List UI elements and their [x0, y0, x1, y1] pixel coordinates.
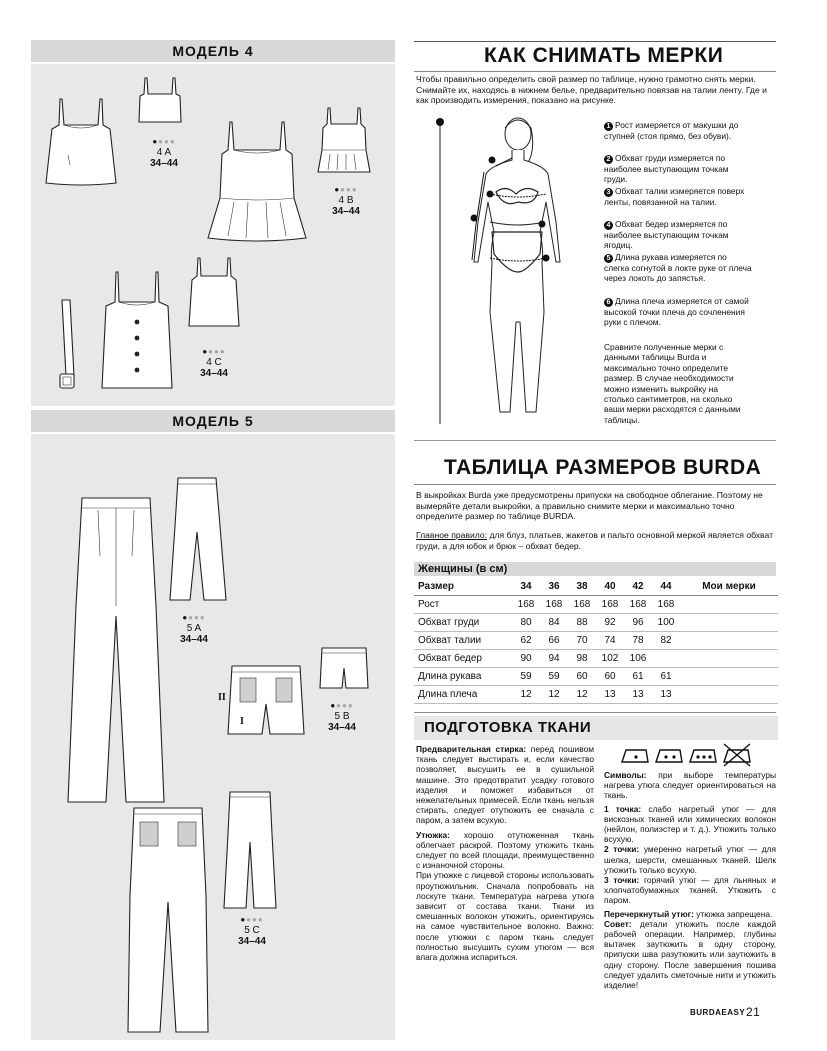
size-dot: ● — [342, 701, 348, 710]
table-cell — [652, 650, 680, 668]
tag-4b-label: 4 B — [338, 195, 354, 206]
garment-4c-belt — [56, 298, 82, 394]
main-rule-body: для блуз, платьев, жакетов и пальто основной меркой является обхват груди, а для юбок и брюк – обхват бедер. — [416, 530, 774, 551]
table-cell: 59 — [540, 668, 568, 686]
iron-1-dot-icon — [622, 750, 648, 762]
measure-text-1: Рост измеряется от макушки до ступней (стоя прямо, без обуви). — [604, 120, 739, 141]
fabric-paragraph — [604, 770, 776, 801]
tag-4a — [140, 136, 188, 169]
tag-4c — [190, 346, 238, 379]
table-row — [414, 650, 778, 668]
tag-5c-sizes: 34–44 — [238, 936, 266, 947]
garment-4c-front — [94, 270, 180, 394]
marker-4: 4 — [604, 221, 613, 230]
size-dot: ● — [158, 137, 164, 146]
table-cell: 168 — [624, 596, 652, 614]
table-cell: 96 — [624, 614, 652, 632]
iron-3-dots-icon — [690, 750, 716, 762]
table-cell: 106 — [624, 650, 652, 668]
measure-item-2 — [604, 153, 752, 185]
sizes-table — [414, 578, 778, 704]
size-dot: ● — [208, 347, 214, 356]
size-dot: ● — [202, 347, 209, 356]
my-measure-cell — [680, 668, 778, 686]
table-cell: 61 — [624, 668, 652, 686]
fabric-term: Совет: — [604, 918, 632, 929]
header-cell: 40 — [596, 578, 624, 596]
fabric-term: 1 точка: — [604, 803, 642, 814]
table-cell: 168 — [540, 596, 568, 614]
sizes-title-rule — [414, 484, 776, 485]
table-cell: 90 — [512, 650, 540, 668]
marker-5: 5 — [604, 254, 613, 263]
sizes-rule-text — [416, 530, 774, 551]
fabric-col-1 — [416, 744, 594, 962]
tag-5a-sizes: 34–44 — [180, 634, 208, 645]
row-label: Обхват талии — [414, 632, 512, 650]
table-row — [414, 668, 778, 686]
size-dot: ● — [169, 137, 176, 146]
header-cell: 44 — [652, 578, 680, 596]
measure-item-5 — [604, 252, 754, 284]
fabric-paragraph — [416, 830, 594, 871]
header-cell: Мои мерки — [680, 578, 778, 596]
header-cell: 34 — [512, 578, 540, 596]
table-cell: 66 — [540, 632, 568, 650]
tag-4c-label: 4 C — [206, 357, 222, 368]
size-dots — [170, 612, 218, 623]
pocket-mark-i: I — [240, 716, 244, 727]
pocket-mark-ii: II — [218, 692, 226, 703]
measure-top-rule — [414, 41, 776, 42]
table-header-row — [414, 578, 778, 596]
sizes-table-caption: Женщины (в см) — [414, 562, 776, 576]
tag-5b-sizes: 34–44 — [328, 722, 356, 733]
size-dot: ● — [330, 701, 337, 710]
size-dot: ● — [347, 701, 354, 710]
fabric-paragraph — [604, 804, 776, 845]
table-cell: 61 — [652, 668, 680, 686]
fabric-text: горячий утюг — для льняных и хлопчатобумажных тканей. Утюжить с паром. — [604, 875, 776, 906]
my-measure-cell — [680, 596, 778, 614]
marker-2: 2 — [604, 155, 613, 164]
table-cell: 60 — [596, 668, 624, 686]
fabric-title: ПОДГОТОВКА ТКАНИ — [424, 719, 592, 736]
table-cell: 13 — [652, 686, 680, 704]
fabric-text: слабо нагретый утюг — для вискозных тканей или химических волокон (нейлон, полиэстер и т. д.). Утюжить только всухую. — [604, 803, 776, 845]
table-cell: 13 — [624, 686, 652, 704]
header-cell: 36 — [540, 578, 568, 596]
garment-5c-back — [222, 790, 278, 912]
fabric-term: 2 точки: — [604, 844, 640, 855]
table-row — [414, 686, 778, 704]
size-dot: ● — [340, 185, 346, 194]
table-cell: 12 — [568, 686, 596, 704]
size-dot: ● — [334, 185, 341, 194]
size-dot: ● — [240, 915, 247, 924]
iron-2-dots-icon — [656, 750, 682, 762]
table-cell: 94 — [540, 650, 568, 668]
size-dot: ● — [188, 613, 194, 622]
tag-5c-label: 5 C — [244, 925, 260, 936]
size-dot: ● — [182, 613, 189, 622]
garment-5c-front — [126, 806, 210, 1036]
size-dots — [228, 914, 276, 925]
table-cell: 92 — [596, 614, 624, 632]
table-cell: 74 — [596, 632, 624, 650]
size-dot: ● — [351, 185, 358, 194]
size-dots — [140, 136, 188, 147]
my-measure-cell — [680, 686, 778, 704]
garment-4a-back — [136, 76, 184, 126]
table-cell: 12 — [540, 686, 568, 704]
table-cell: 168 — [652, 596, 680, 614]
row-label: Рост — [414, 596, 512, 614]
my-measure-cell — [680, 650, 778, 668]
row-label: Обхват груди — [414, 614, 512, 632]
tag-4a-label: 4 A — [156, 147, 172, 158]
fabric-term: Перечеркнутый утюг: — [604, 908, 694, 919]
table-cell: 168 — [568, 596, 596, 614]
table-cell: 82 — [652, 632, 680, 650]
iron-crossed-icon — [724, 744, 750, 766]
garment-4b-back — [316, 106, 372, 176]
fabric-paragraph — [604, 875, 776, 906]
measure-text-6: Длина плеча измеряется от самой высокой точки плеча до сочленения руки с плечом. — [604, 296, 749, 328]
size-dot: ● — [214, 347, 220, 356]
tag-5c — [228, 914, 276, 947]
table-cell: 60 — [568, 668, 596, 686]
marker-3: 3 — [604, 188, 613, 197]
size-dot: ● — [346, 185, 352, 194]
garment-5b-front — [226, 664, 306, 738]
size-dots — [322, 184, 370, 195]
measure-intro: Чтобы правильно определить свой размер по таблице, нужно грамотно снять мерки. Снимайте их, находясь в нижнем белье, предварительно повязав на талии ленту. Где и как производить измерения, показано на рисунке. — [416, 74, 767, 106]
tag-4b — [322, 184, 370, 217]
fabric-paragraph — [416, 870, 594, 962]
tag-4c-sizes: 34–44 — [200, 368, 228, 379]
fabric-paragraph — [604, 919, 776, 990]
table-cell: 100 — [652, 614, 680, 632]
row-label: Длина плеча — [414, 686, 512, 704]
page-number: 21 — [746, 1005, 761, 1019]
size-dot: ● — [257, 915, 264, 924]
table-cell: 98 — [568, 650, 596, 668]
fabric-paragraph — [416, 744, 594, 826]
tag-4a-sizes: 34–44 — [150, 158, 178, 169]
measure-item-1 — [604, 120, 744, 141]
tag-5a-label: 5 A — [186, 623, 202, 634]
measure-item-4 — [604, 219, 756, 251]
size-dot: ● — [164, 137, 170, 146]
fabric-top-rule — [414, 712, 776, 713]
fabric-term: 3 точки: — [604, 875, 640, 886]
table-cell: 59 — [512, 668, 540, 686]
header-cell: 38 — [568, 578, 596, 596]
fabric-term: Символы: — [604, 770, 647, 780]
tag-5b-label: 5 B — [334, 711, 350, 722]
measure-title-rule — [414, 71, 776, 72]
fabric-term: Предварительная стирка: — [416, 744, 527, 754]
fabric-paragraph — [604, 844, 776, 875]
table-row — [414, 614, 778, 632]
table-cell: 102 — [596, 650, 624, 668]
marker-1: 1 — [604, 122, 613, 131]
body-figure — [430, 112, 600, 428]
row-label: Длина рукава — [414, 668, 512, 686]
fabric-text: при выборе температуры нагрева утюга следует ориентироваться на ткань. — [604, 770, 776, 801]
fabric-paragraph — [604, 909, 776, 919]
measure-outro: Сравните полученные мерки с данными таблицы Burda и максимально точно определите размер. В случае необходимости можно изменить выкройку на столько сантиметров, на сколько ваши мерки расходятся с данными таблицы. — [604, 342, 741, 425]
table-cell: 12 — [512, 686, 540, 704]
table-cell: 80 — [512, 614, 540, 632]
size-dot: ● — [252, 915, 258, 924]
fabric-text: хорошо отутюженная ткань облегчает раскрой. Поэтому утюжить ткань следует по всей площади, преимущественно с изнаночной стороны. — [416, 829, 594, 871]
table-cell: 13 — [596, 686, 624, 704]
fabric-term: Утюжка: — [416, 829, 450, 840]
my-measure-cell — [680, 632, 778, 650]
measure-text-5: Длина рукава измеряется по слегка согнутой в локте руке от плеча через локоть до запястья. — [604, 252, 752, 284]
garment-4a-front — [40, 95, 122, 191]
measure-item-3 — [604, 186, 752, 207]
size-dot: ● — [219, 347, 226, 356]
measure-title: КАК СНИМАТЬ МЕРКИ — [484, 44, 724, 67]
header-cell: Размер — [414, 578, 512, 596]
row-label: Обхват бедер — [414, 650, 512, 668]
tag-5a — [170, 612, 218, 645]
footer-brand: BURDAEASY — [690, 1008, 746, 1017]
header-cell: 42 — [624, 578, 652, 596]
tag-5b — [318, 700, 366, 733]
model-4-heading: МОДЕЛЬ 4 — [31, 40, 395, 64]
fabric-text: При утюжке с лицевой стороны использовать проутюжильник. Сначала попробовать на лоскуте ткани. Температура нагрева утюга зависит от состава ткани. Ткани из смешанных волокон утюжить, ориентируясь на самое чувствительное волокно. Важно: после утюжки с паром ткань следует полностью высушить сухим утюгом — вся влага должна испариться. — [416, 870, 594, 963]
table-cell: 84 — [540, 614, 568, 632]
iron-symbols — [620, 742, 756, 768]
size-dot: ● — [152, 137, 159, 146]
garment-4b-front — [206, 120, 308, 244]
table-row — [414, 596, 778, 614]
fabric-text: детали утюжить после каждой рабочей операции. Например, глубины вытачек заутюжить в одну сторону, припуски шва разутюжить или заутюжить в одну сторону. После завершения пошива следует удалить сметочные нити и утюжить изделие! — [604, 918, 776, 991]
table-cell: 70 — [568, 632, 596, 650]
measure-text-3: Обхват талии измеряется поверх ленты, повязанной на талии. — [604, 186, 745, 207]
fabric-text: перед пошивом ткань следует выстирать и, если качество позволяет, высушить ее в сушильной машине. Это предотвратит усадку готового изделия и поможет избавиться от нежелательных примесей. Если ткань нельзя стирать, следует отутюжить ее сначала с паром, а затем всухую. — [416, 744, 594, 826]
sizes-top-rule — [414, 440, 776, 441]
garment-5a-front — [66, 496, 166, 808]
sizes-title: ТАБЛИЦА РАЗМЕРОВ BURDA — [444, 456, 762, 479]
fabric-text: утюжка запрещена. — [693, 908, 773, 919]
tag-4b-sizes: 34–44 — [332, 206, 360, 217]
size-dot: ● — [199, 613, 206, 622]
size-dots — [190, 346, 238, 357]
measure-text-2: Обхват груди измеряется по наиболее выступающим точкам груди. — [604, 153, 729, 185]
main-rule-label: Главное правило: — [416, 530, 488, 540]
model-5-heading: МОДЕЛЬ 5 — [31, 410, 395, 434]
size-dot: ● — [336, 701, 342, 710]
marker-6: 6 — [604, 298, 613, 307]
fabric-text: умеренно нагретый утюг — для шелка, шерсти, смешанных тканей. Шелк утюжить только всухую. — [604, 844, 777, 875]
size-dot: ● — [246, 915, 252, 924]
size-dot: ● — [194, 613, 200, 622]
table-row — [414, 632, 778, 650]
table-cell: 78 — [624, 632, 652, 650]
garment-5b-back — [318, 646, 370, 692]
table-cell: 168 — [512, 596, 540, 614]
table-cell: 88 — [568, 614, 596, 632]
my-measure-cell — [680, 614, 778, 632]
fabric-col-2 — [604, 770, 776, 990]
measure-text-4: Обхват бедер измеряется по наиболее выступающим точкам ягодиц. — [604, 219, 729, 251]
measure-item-6 — [604, 296, 752, 328]
sizes-intro: В выкройках Burda уже предусмотрены припуски на свободное облегание. Поэтому не вымеряйте детали выкройки, а правильно снимите мерки и максимально точно определите размер по таблице BURDA. — [416, 490, 763, 522]
garment-5a-back — [168, 476, 228, 604]
table-cell: 62 — [512, 632, 540, 650]
garment-4c-back — [186, 256, 242, 330]
table-cell: 168 — [596, 596, 624, 614]
size-dots — [318, 700, 366, 711]
